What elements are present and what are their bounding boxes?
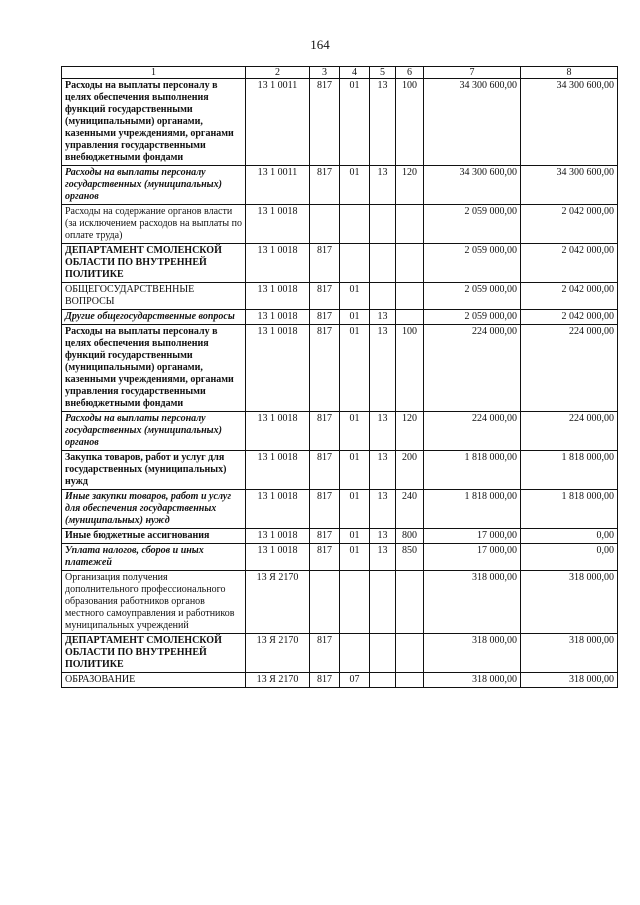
table-row — [62, 166, 618, 205]
amount-year2-cell: 2 042 000,00 — [521, 310, 618, 325]
table-row — [62, 544, 618, 571]
section-cell: 01 — [340, 490, 370, 529]
ministry-code-cell: 817 — [310, 412, 340, 451]
amount-year1-cell: 318 000,00 — [424, 634, 521, 673]
table-row — [62, 244, 618, 283]
ministry-code-cell: 817 — [310, 283, 340, 310]
target-code-cell: 13 Я 2170 — [246, 673, 310, 688]
amount-year2-cell: 224 000,00 — [521, 412, 618, 451]
amount-year2-cell: 34 300 600,00 — [521, 79, 618, 166]
table-row — [62, 205, 618, 244]
section-cell: 01 — [340, 529, 370, 544]
subsection-cell: 13 — [370, 451, 396, 490]
section-cell — [340, 634, 370, 673]
subsection-cell — [370, 634, 396, 673]
amount-year1-cell: 34 300 600,00 — [424, 79, 521, 166]
column-header: 4 — [340, 67, 370, 79]
subsection-cell: 13 — [370, 544, 396, 571]
expense-name-cell: Расходы на выплаты персоналу в целях обеспечения выполнения функций государственными (муниципальными) органами, казенными учреждениями, органами управления государственными внебюджетными фондами — [62, 325, 246, 412]
expense-type-cell: 120 — [396, 166, 424, 205]
section-cell: 01 — [340, 166, 370, 205]
target-code-cell: 13 1 0018 — [246, 412, 310, 451]
target-code-cell: 13 1 0011 — [246, 166, 310, 205]
subsection-cell: 13 — [370, 412, 396, 451]
section-cell — [340, 205, 370, 244]
subsection-cell: 13 — [370, 529, 396, 544]
table-row — [62, 325, 618, 412]
expense-name-cell: Закупка товаров, работ и услуг для государственных (муниципальных) нужд — [62, 451, 246, 490]
column-header: 8 — [521, 67, 618, 79]
amount-year2-cell: 1 818 000,00 — [521, 490, 618, 529]
target-code-cell: 13 1 0018 — [246, 451, 310, 490]
column-header: 2 — [246, 67, 310, 79]
expense-name-cell: Другие общегосударственные вопросы — [62, 310, 246, 325]
expense-name-cell: Расходы на выплаты персоналу государственных (муниципальных) органов — [62, 412, 246, 451]
expense-name-cell: ДЕПАРТАМЕНТ СМОЛЕНСКОЙ ОБЛАСТИ ПО ВНУТРЕННЕЙ ПОЛИТИКЕ — [62, 244, 246, 283]
expense-type-cell — [396, 205, 424, 244]
amount-year2-cell: 2 042 000,00 — [521, 205, 618, 244]
amount-year2-cell: 318 000,00 — [521, 673, 618, 688]
budget-table — [61, 66, 618, 688]
amount-year1-cell: 17 000,00 — [424, 529, 521, 544]
subsection-cell — [370, 283, 396, 310]
expense-type-cell — [396, 634, 424, 673]
ministry-code-cell: 817 — [310, 490, 340, 529]
section-cell: 01 — [340, 451, 370, 490]
table-row — [62, 529, 618, 544]
section-cell — [340, 244, 370, 283]
expense-type-cell: 100 — [396, 325, 424, 412]
amount-year1-cell: 34 300 600,00 — [424, 166, 521, 205]
expense-name-cell: Иные бюджетные ассигнования — [62, 529, 246, 544]
column-header: 1 — [62, 67, 246, 79]
table-row — [62, 490, 618, 529]
expense-type-cell — [396, 244, 424, 283]
amount-year2-cell: 0,00 — [521, 529, 618, 544]
ministry-code-cell: 817 — [310, 451, 340, 490]
column-header: 6 — [396, 67, 424, 79]
ministry-code-cell: 817 — [310, 79, 340, 166]
amount-year2-cell: 318 000,00 — [521, 571, 618, 634]
section-cell: 01 — [340, 310, 370, 325]
ministry-code-cell — [310, 205, 340, 244]
target-code-cell: 13 1 0018 — [246, 244, 310, 283]
target-code-cell: 13 1 0018 — [246, 529, 310, 544]
amount-year2-cell: 0,00 — [521, 544, 618, 571]
expense-type-cell: 120 — [396, 412, 424, 451]
target-code-cell: 13 1 0018 — [246, 283, 310, 310]
target-code-cell: 13 1 0018 — [246, 325, 310, 412]
expense-type-cell — [396, 673, 424, 688]
target-code-cell: 13 1 0018 — [246, 310, 310, 325]
subsection-cell: 13 — [370, 325, 396, 412]
expense-type-cell — [396, 310, 424, 325]
ministry-code-cell: 817 — [310, 166, 340, 205]
subsection-cell: 13 — [370, 310, 396, 325]
amount-year2-cell: 34 300 600,00 — [521, 166, 618, 205]
table-row — [62, 79, 618, 166]
table-row — [62, 310, 618, 325]
ministry-code-cell: 817 — [310, 244, 340, 283]
ministry-code-cell: 817 — [310, 529, 340, 544]
amount-year2-cell: 2 042 000,00 — [521, 283, 618, 310]
amount-year2-cell: 1 818 000,00 — [521, 451, 618, 490]
subsection-cell — [370, 673, 396, 688]
subsection-cell: 13 — [370, 490, 396, 529]
expense-name-cell: Расходы на содержание органов власти (за исключением расходов на выплаты по оплате труда) — [62, 205, 246, 244]
table-row — [62, 571, 618, 634]
expense-type-cell — [396, 571, 424, 634]
expense-type-cell — [396, 283, 424, 310]
subsection-cell: 13 — [370, 79, 396, 166]
column-header: 5 — [370, 67, 396, 79]
section-cell: 07 — [340, 673, 370, 688]
expense-name-cell: Иные закупки товаров, работ и услуг для обеспечения государственных (муниципальных) нужд — [62, 490, 246, 529]
amount-year1-cell: 224 000,00 — [424, 412, 521, 451]
expense-type-cell: 240 — [396, 490, 424, 529]
subsection-cell — [370, 571, 396, 634]
expense-name-cell: Уплата налогов, сборов и иных платежей — [62, 544, 246, 571]
expense-type-cell: 850 — [396, 544, 424, 571]
page-number: 164 — [310, 37, 330, 52]
ministry-code-cell: 817 — [310, 544, 340, 571]
header-row — [62, 67, 618, 79]
amount-year1-cell: 2 059 000,00 — [424, 244, 521, 283]
section-cell: 01 — [340, 79, 370, 166]
amount-year1-cell: 318 000,00 — [424, 673, 521, 688]
section-cell: 01 — [340, 544, 370, 571]
amount-year1-cell: 224 000,00 — [424, 325, 521, 412]
section-cell: 01 — [340, 283, 370, 310]
column-header: 3 — [310, 67, 340, 79]
ministry-code-cell: 817 — [310, 673, 340, 688]
target-code-cell: 13 1 0018 — [246, 490, 310, 529]
column-header: 7 — [424, 67, 521, 79]
expense-name-cell: Организация получения дополнительного профессионального образования работников органов местного самоуправления и работников муниципальных учреждений — [62, 571, 246, 634]
section-cell: 01 — [340, 325, 370, 412]
amount-year1-cell: 1 818 000,00 — [424, 451, 521, 490]
expense-type-cell: 100 — [396, 79, 424, 166]
amount-year1-cell: 2 059 000,00 — [424, 283, 521, 310]
amount-year2-cell: 318 000,00 — [521, 634, 618, 673]
target-code-cell: 13 1 0018 — [246, 544, 310, 571]
amount-year1-cell: 1 818 000,00 — [424, 490, 521, 529]
subsection-cell — [370, 244, 396, 283]
target-code-cell: 13 Я 2170 — [246, 634, 310, 673]
expense-name-cell: ОБЩЕГОСУДАРСТВЕННЫЕ ВОПРОСЫ — [62, 283, 246, 310]
amount-year1-cell: 17 000,00 — [424, 544, 521, 571]
subsection-cell — [370, 205, 396, 244]
expense-name-cell: ДЕПАРТАМЕНТ СМОЛЕНСКОЙ ОБЛАСТИ ПО ВНУТРЕННЕЙ ПОЛИТИКЕ — [62, 634, 246, 673]
target-code-cell: 13 1 0018 — [246, 205, 310, 244]
target-code-cell: 13 Я 2170 — [246, 571, 310, 634]
table-row — [62, 673, 618, 688]
amount-year1-cell: 318 000,00 — [424, 571, 521, 634]
section-cell: 01 — [340, 412, 370, 451]
amount-year1-cell: 2 059 000,00 — [424, 205, 521, 244]
amount-year1-cell: 2 059 000,00 — [424, 310, 521, 325]
table-row — [62, 634, 618, 673]
ministry-code-cell: 817 — [310, 634, 340, 673]
expense-type-cell: 200 — [396, 451, 424, 490]
expense-type-cell: 800 — [396, 529, 424, 544]
section-cell — [340, 571, 370, 634]
table-row — [62, 451, 618, 490]
expense-name-cell: Расходы на выплаты персоналу в целях обеспечения выполнения функций государственными (муниципальными) органами, казенными учреждениями, органами управления государственными внебюджетными фондами — [62, 79, 246, 166]
table-row — [62, 283, 618, 310]
ministry-code-cell: 817 — [310, 310, 340, 325]
amount-year2-cell: 2 042 000,00 — [521, 244, 618, 283]
table-row — [62, 412, 618, 451]
expense-name-cell: Расходы на выплаты персоналу государственных (муниципальных) органов — [62, 166, 246, 205]
subsection-cell: 13 — [370, 166, 396, 205]
expense-name-cell: ОБРАЗОВАНИЕ — [62, 673, 246, 688]
ministry-code-cell: 817 — [310, 325, 340, 412]
target-code-cell: 13 1 0011 — [246, 79, 310, 166]
ministry-code-cell — [310, 571, 340, 634]
amount-year2-cell: 224 000,00 — [521, 325, 618, 412]
